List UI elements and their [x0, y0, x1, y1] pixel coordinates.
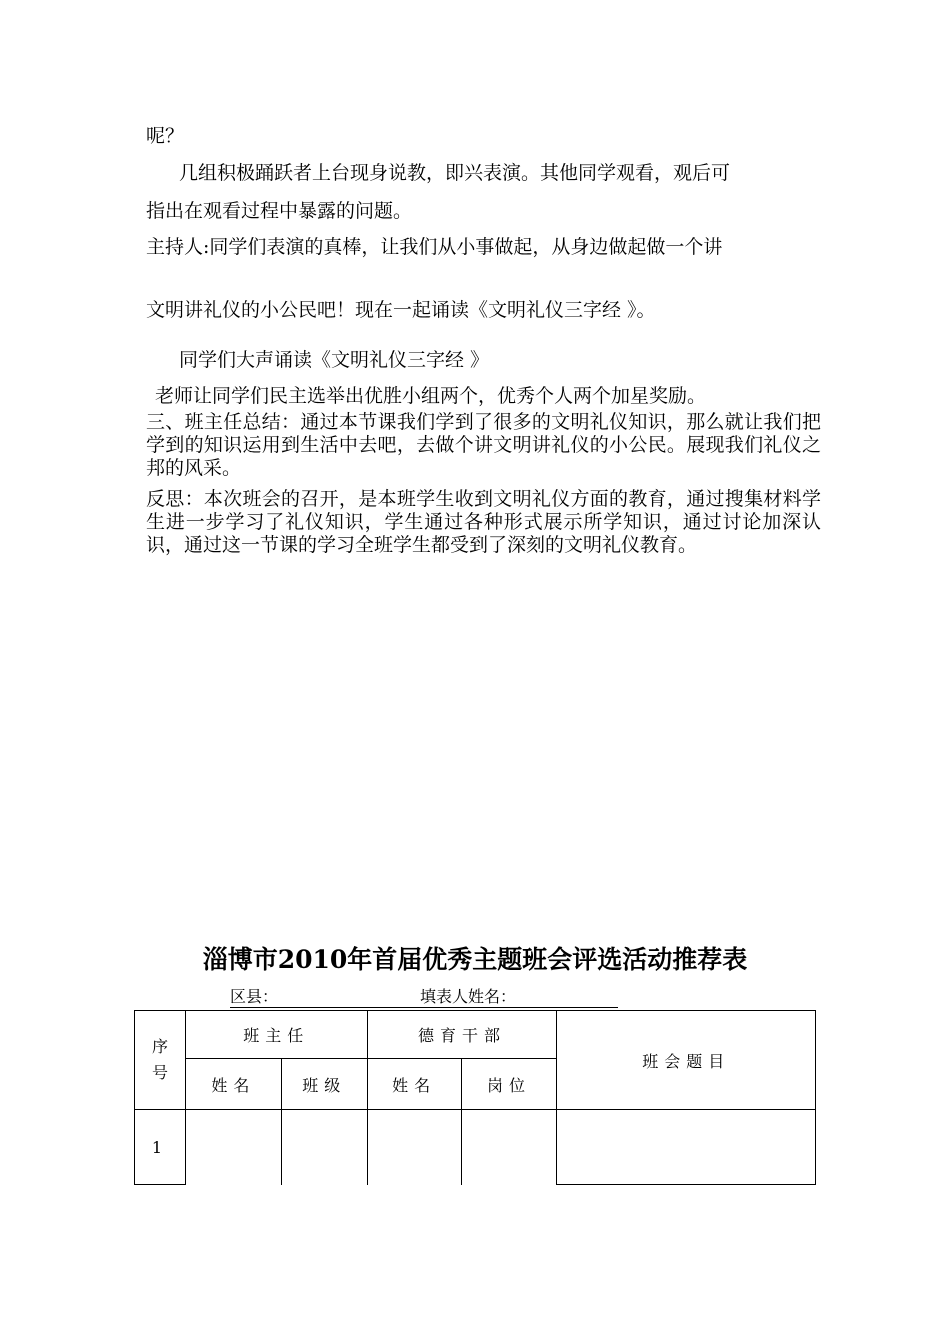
- paragraph-summary: 三、班主任总结：通过本节课我们学到了很多的文明礼仪知识，那么就让我们把学到的知识运用到生活中去吧，去做个讲文明讲礼仪的小公民。展现我们礼仪之邦的风采。: [146, 411, 821, 479]
- cell-moral-name: [367, 1110, 461, 1185]
- header-moral-post: 岗位: [461, 1059, 557, 1110]
- header-meeting-topic: 班会题目: [557, 1011, 816, 1110]
- row-serial: 1: [135, 1110, 186, 1185]
- district-label: 区县：: [230, 987, 279, 1006]
- paragraph-recite: 同学们大声诵读《文明礼仪三字经 》: [179, 349, 490, 371]
- paragraph-host-line1: 主持人:同学们表演的真棒，让我们从小事做起，从身边做起做一个讲: [146, 236, 723, 258]
- header-teacher-class: 班级: [281, 1059, 367, 1110]
- header-moral-cadre: 德育干部: [367, 1011, 557, 1059]
- header-teacher-name: 姓名: [185, 1059, 281, 1110]
- header-serial: [135, 1011, 186, 1110]
- cell-teacher-class: [281, 1110, 367, 1185]
- filler-name-label: 填表人姓名：: [420, 987, 517, 1006]
- paragraph-award: 老师让同学们民主选举出优胜小组两个，优秀个人两个加星奖励。: [155, 385, 707, 407]
- paragraph-performance-line2: 指出在观看过程中暴露的问题。: [146, 200, 413, 222]
- paragraph-fragment: 呢？: [146, 125, 185, 147]
- cell-teacher-name: [185, 1110, 281, 1185]
- header-serial-label: 序号: [151, 1037, 168, 1082]
- header-class-teacher: 班主任: [185, 1011, 367, 1059]
- form-title: 淄博市2010年首届优秀主题班会评选活动推荐表: [202, 945, 748, 974]
- table-row: [135, 1110, 816, 1185]
- recommendation-table: [134, 1010, 816, 1185]
- form-meta: [230, 986, 517, 1008]
- cell-moral-post: [461, 1110, 557, 1185]
- form-meta-underline: [230, 1007, 618, 1008]
- cell-meeting-topic: [557, 1110, 816, 1185]
- paragraph-reflection: 反思：本次班会的召开，是本班学生收到文明礼仪方面的教育，通过搜集材料学生进一步学习了礼仪知识，学生通过各种形式展示所学知识，通过讨论加深认识，通过这一节课的学习全班学生都受到了深刻的文明礼仪教育。: [146, 488, 821, 556]
- header-moral-name: 姓名: [367, 1059, 461, 1110]
- paragraph-performance-line1: 几组积极踊跃者上台现身说教，即兴表演。其他同学观看，观后可: [179, 162, 731, 184]
- paragraph-host-line2: 文明讲礼仪的小公民吧！现在一起诵读《文明礼仪三字经 》。: [146, 299, 656, 321]
